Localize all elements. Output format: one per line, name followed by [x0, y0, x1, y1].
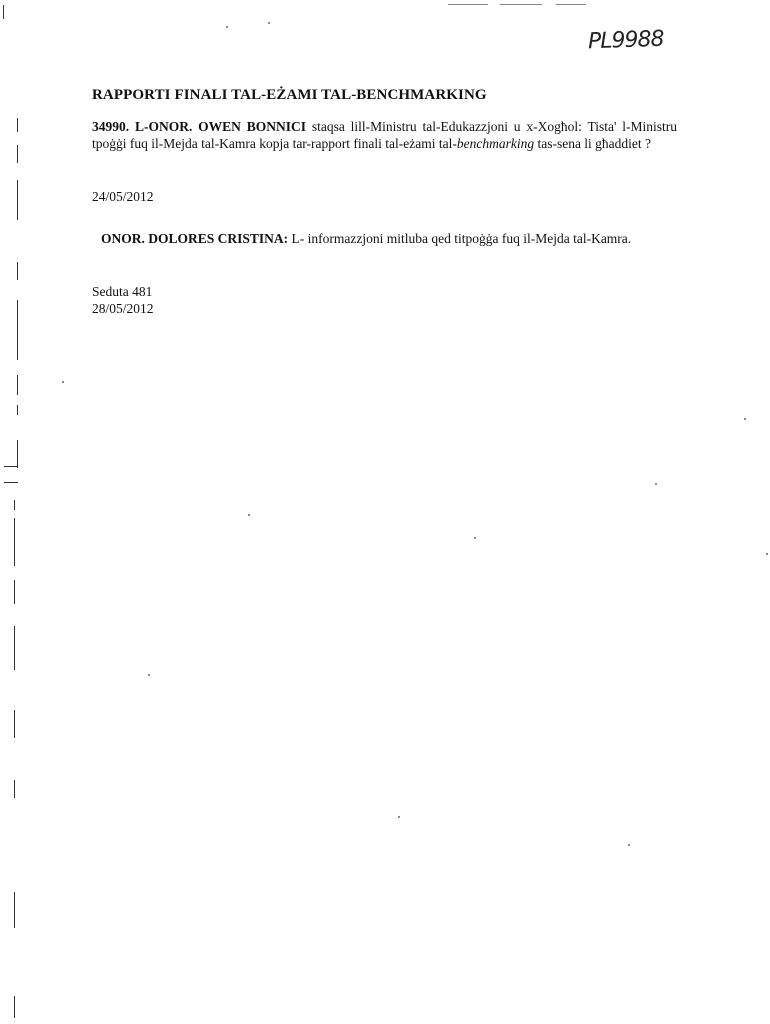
margin-mark [14, 518, 15, 566]
scan-artifact-top [500, 4, 542, 5]
scan-artifact-top [448, 4, 488, 5]
handwritten-reference: PL9988 [587, 26, 664, 55]
answer-text: L- informazzjoni mitluba qed titpoġġa fuq il-Mejda tal-Kamra. [288, 231, 632, 246]
question-date: 24/05/2012 [92, 189, 154, 204]
scan-speck [766, 553, 768, 555]
margin-mark [14, 580, 15, 604]
margin-mark [17, 262, 18, 280]
margin-mark [17, 180, 18, 220]
scan-speck [248, 514, 250, 516]
ministerial-answer [92, 227, 677, 251]
answer-speaker: ONOR. DOLORES CRISTINA: [101, 231, 289, 246]
scan-speck [62, 381, 64, 383]
margin-mark [17, 375, 18, 395]
scan-speck [628, 844, 630, 846]
scan-speck [655, 483, 657, 485]
scan-speck [744, 418, 746, 420]
margin-mark [14, 710, 15, 738]
scan-speck [474, 537, 476, 539]
sitting-info [92, 283, 154, 317]
margin-mark [17, 118, 18, 132]
margin-mark [17, 405, 18, 415]
question-italic-term: benchmarking [456, 136, 535, 151]
sitting-label: Seduta 481 [92, 284, 153, 299]
margin-mark [14, 780, 15, 798]
document-title: RAPPORTI FINALI TAL-EŻAMI TAL-BENCHMARKING [92, 87, 487, 103]
parliamentary-question [92, 118, 677, 152]
margin-mark [3, 5, 4, 19]
scan-speck [226, 26, 228, 28]
margin-mark [14, 626, 15, 670]
margin-mark [14, 996, 15, 1018]
margin-mark [4, 466, 18, 467]
scan-artifact-top [556, 4, 586, 5]
scan-speck [398, 816, 400, 818]
margin-mark [4, 482, 18, 483]
margin-mark [14, 500, 15, 510]
question-text-end: tas-sena li għaddiet ? [534, 136, 652, 151]
question-number-and-member: 34990. L-ONOR. OWEN BONNICI [92, 119, 307, 134]
margin-mark [14, 892, 15, 928]
margin-mark [17, 300, 18, 360]
question-text: staqsa lill-Ministru tal-Edukazzjoni u x-Xogħol: Tista' l-Ministru tpoġġi fuq il-Mejda tal-Kamra kopja tar-rapport finali tal-eżami tal- [92, 119, 677, 151]
margin-mark [17, 440, 18, 468]
margin-mark [17, 145, 18, 163]
scan-speck [148, 674, 150, 676]
sitting-date: 28/05/2012 [92, 301, 154, 316]
scan-speck [268, 22, 270, 24]
